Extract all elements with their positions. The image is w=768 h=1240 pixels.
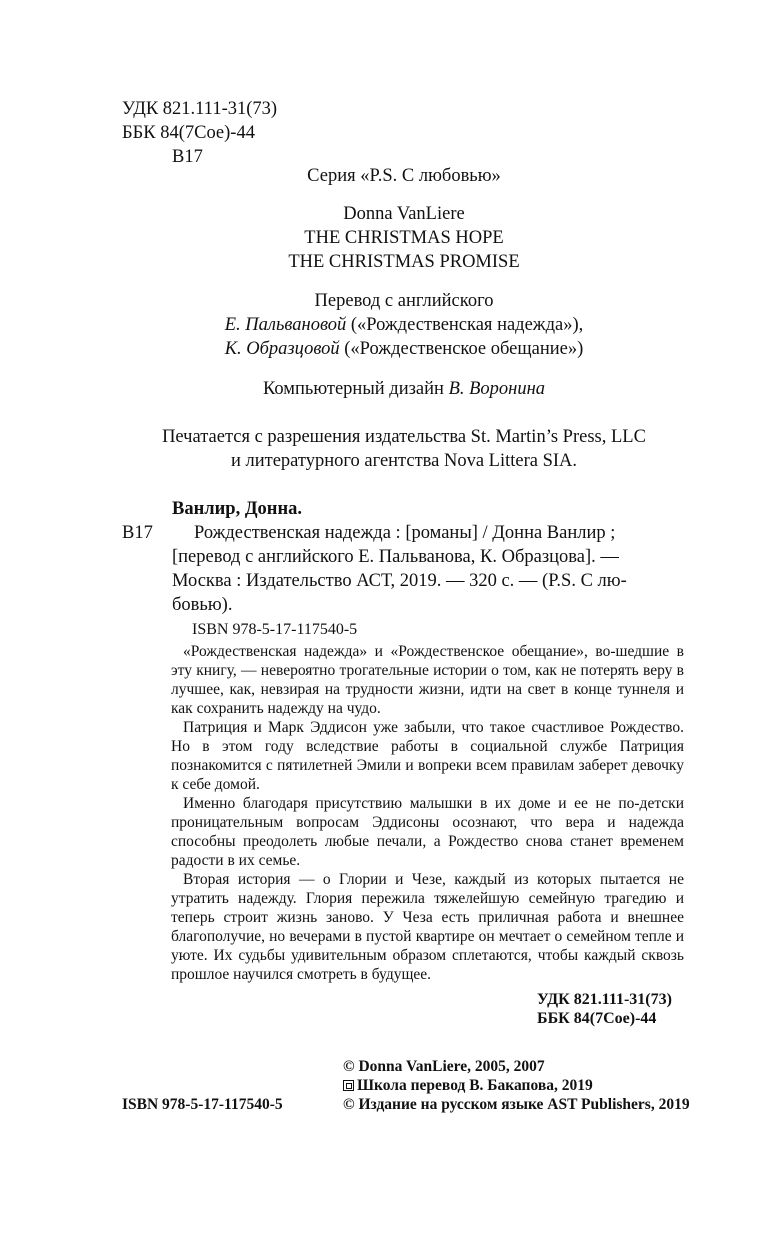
designer-name: В. Воронина [448,379,546,399]
original-title-1: THE CHRISTMAS HOPE [304,228,504,248]
copyright-line-1: © Donna VanLiere, 2005, 2007 [343,1058,545,1075]
translator-2-work: («Рождественское обещание») [339,339,584,359]
translation-line: Перевод с английского [314,291,494,311]
annotation-paragraph: «Рождественская надежда» и «Рождественское обещание», во-шедшие в эту книгу, — невероятно трогательные истории о том, как не потерять веру в лучшее, как, невзирая на трудности жизни, идти на свет в конце туннеля и как сохранить надежду на чудо. [171,643,684,717]
bib-line-1: Рождественская надежда : [романы] / Донна Ванлир ; [194,523,616,543]
series-line: Серия «P.S. С любовью» [307,166,501,186]
bib-code: В17 [122,523,153,543]
translation-school-icon [343,1080,354,1091]
permission-line-2: и литературного агентства Nova Littera SIA. [230,451,578,471]
original-title-2: THE CHRISTMAS PROMISE [288,252,520,272]
bib-line-4: бовью). [172,595,233,615]
annotation-paragraph: Вторая история — о Глории и Чезе, каждый из которых пытается не утратить надежду. Глория пережила тяжелейшую семейную трагедию и теперь строит жизнь заново. У Чеза есть приличная работа и внешнее благополучие, но вечерами в пустой квартире он мечтает о семейном тепле и уюте. Их судьбы удивительным образом сплетаются, чтобы каждый сквозь прошлое научился смотреть в будущее. [171,871,684,983]
udk-code: УДК 821.111-31(73) [122,99,278,119]
bib-heading: Ванлир, Донна. [172,499,302,519]
design-credit [0,377,768,401]
bib-isbn: ISBN 978-5-17-117540-5 [192,621,358,638]
design-label: Компьютерный дизайн [262,379,449,399]
footer-udk: УДК 821.111-31(73) [537,991,672,1008]
bbk-code: ББК 84(7Сое)-44 [122,123,255,143]
permission-line-1: Печатается с разрешения издательства St. Martin’s Press, LLC [162,427,646,447]
translator-1-name: Е. Пальвановой [224,315,347,335]
footer-bbk: ББК 84(7Сое)-44 [537,1010,657,1027]
author-code: В17 [172,147,203,167]
copyright-line-3: © Издание на русском языке AST Publishers, 2019 [343,1096,690,1113]
copyright-line-2 [343,1076,593,1095]
annotation [171,642,684,984]
copyright-line-2-text: Школа перевод В. Бакапова, 2019 [357,1077,593,1094]
translator-1 [0,313,768,337]
translator-2-name: К. Образцовой [224,339,340,359]
annotation-paragraph: Патриция и Марк Эддисон уже забыли, что такое счастливое Рождество. Но в этом году вследствие работы в социальной службе Патриция познакомится с пятилетней Эмили и вопреки всем правилам заберет девочку к себе домой. [171,719,684,793]
copyright-isbn: ISBN 978-5-17-117540-5 [122,1096,283,1113]
translator-2 [0,337,768,361]
bib-line-3: Москва : Издательство АСТ, 2019. — 320 с. — (P.S. С лю- [172,571,627,591]
translator-1-work: («Рождественская надежда»), [346,315,584,335]
bib-line-2: [перевод с английского Е. Пальванова, К. Образцова]. — [172,547,619,567]
original-author: Donna VanLiere [343,204,465,224]
annotation-paragraph: Именно благодаря присутствию малышки в их доме и ее не по-детски проницательным вопросам Эддисоны осознают, что вера и надежда способны преодолеть любые печали, а Рождество снова станет временем радости в их семье. [171,795,684,869]
